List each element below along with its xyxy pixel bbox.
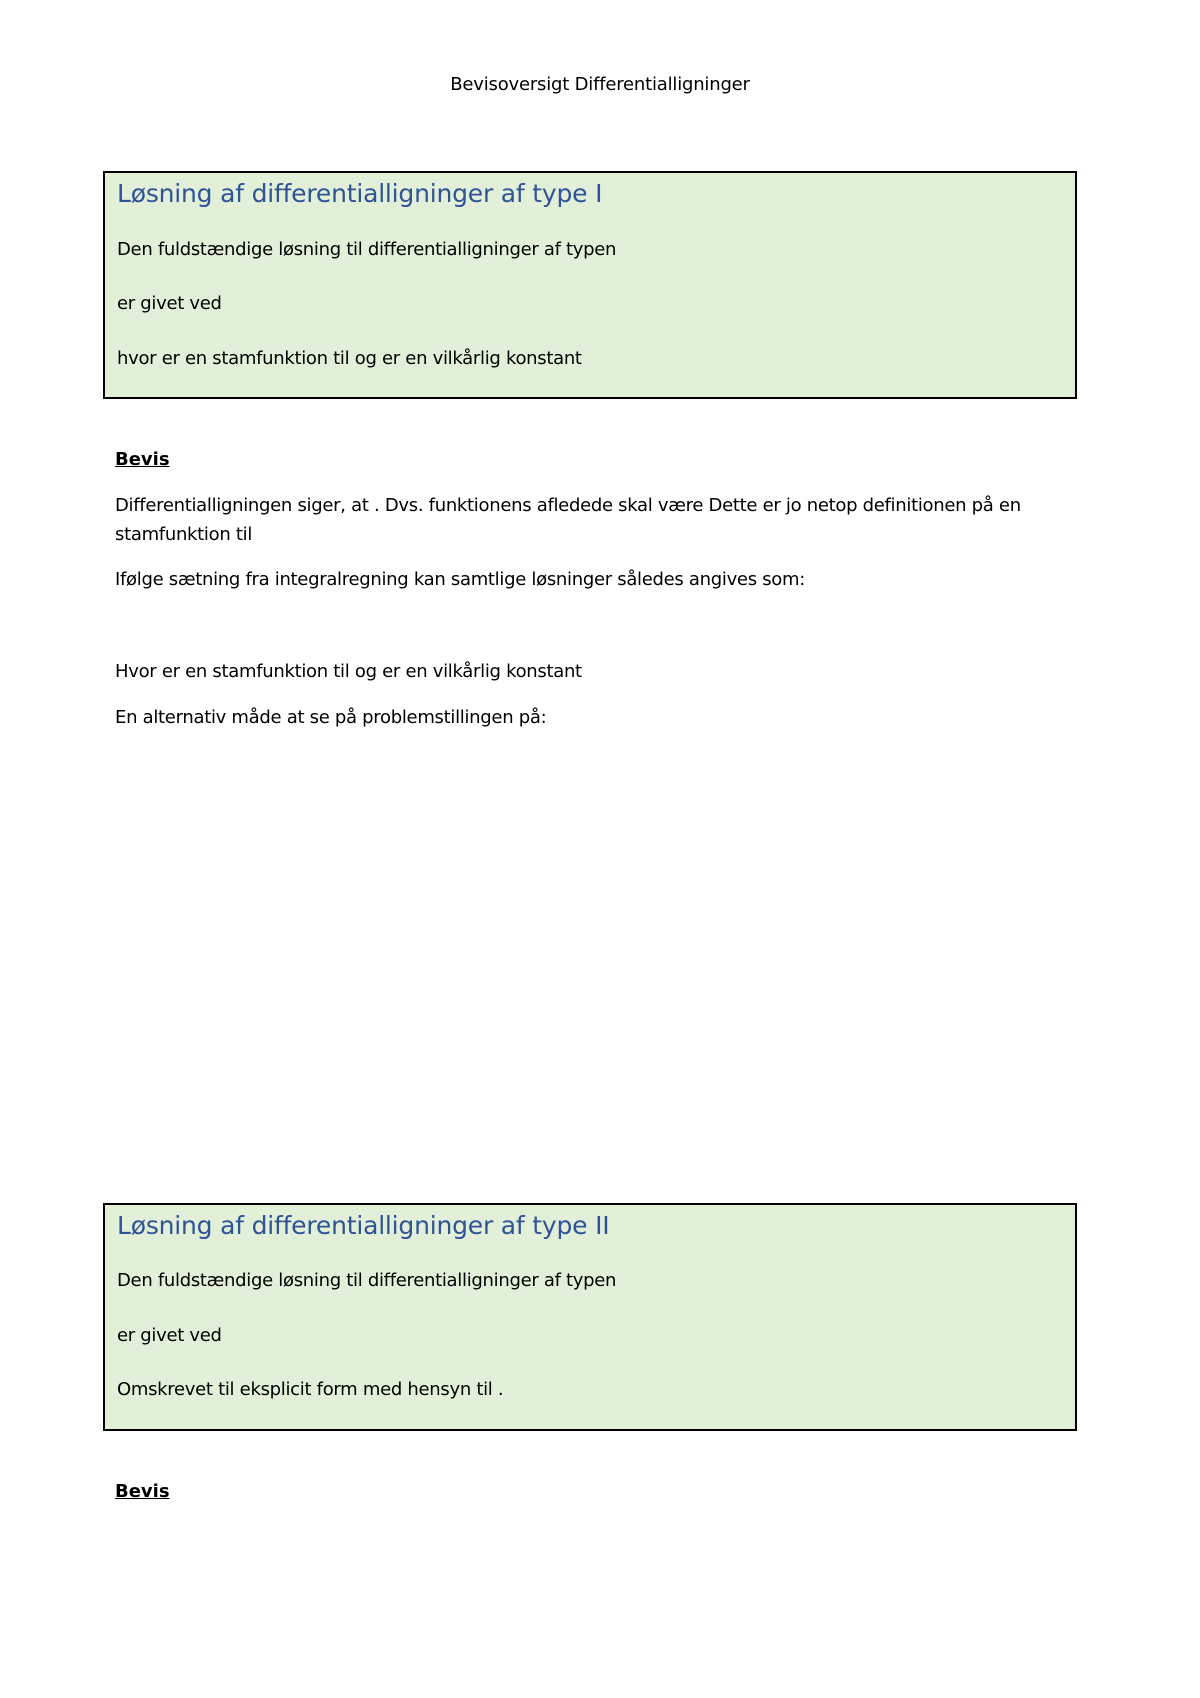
proof-heading: Bevis xyxy=(115,1481,170,1502)
proof-heading: Bevis xyxy=(115,449,170,470)
theorem-line: er givet ved xyxy=(117,1325,222,1346)
proof-paragraph: Ifølge sætning fra integralregning kan samtlige løsninger således angives som: xyxy=(115,569,806,590)
proof-paragraph: Differentialligningen siger, at . Dvs. funktionens afledede skal være Dette er jo netop definitionen på en stamfunktion til xyxy=(115,495,1021,545)
theorem-title: Løsning af differentialligninger af type I xyxy=(117,179,603,208)
theorem-box-type-1 xyxy=(103,171,1077,399)
theorem-box-type-2 xyxy=(103,1203,1077,1431)
theorem-line: Den fuldstændige løsning til differentialligninger af typen xyxy=(117,1270,617,1291)
theorem-line: er givet ved xyxy=(117,293,222,314)
theorem-line: Den fuldstændige løsning til differentialligninger af typen xyxy=(117,239,617,260)
theorem-line: hvor er en stamfunktion til og er en vilkårlig konstant xyxy=(117,348,582,369)
theorem-line: Omskrevet til eksplicit form med hensyn til . xyxy=(117,1379,504,1400)
theorem-title: Løsning af differentialligninger af type II xyxy=(117,1211,610,1240)
proof-paragraph: En alternativ måde at se på problemstillingen på: xyxy=(115,707,547,728)
proof-paragraph: Hvor er en stamfunktion til og er en vilkårlig konstant xyxy=(115,661,582,682)
page-header: Bevisoversigt Differentialligninger xyxy=(450,74,750,95)
